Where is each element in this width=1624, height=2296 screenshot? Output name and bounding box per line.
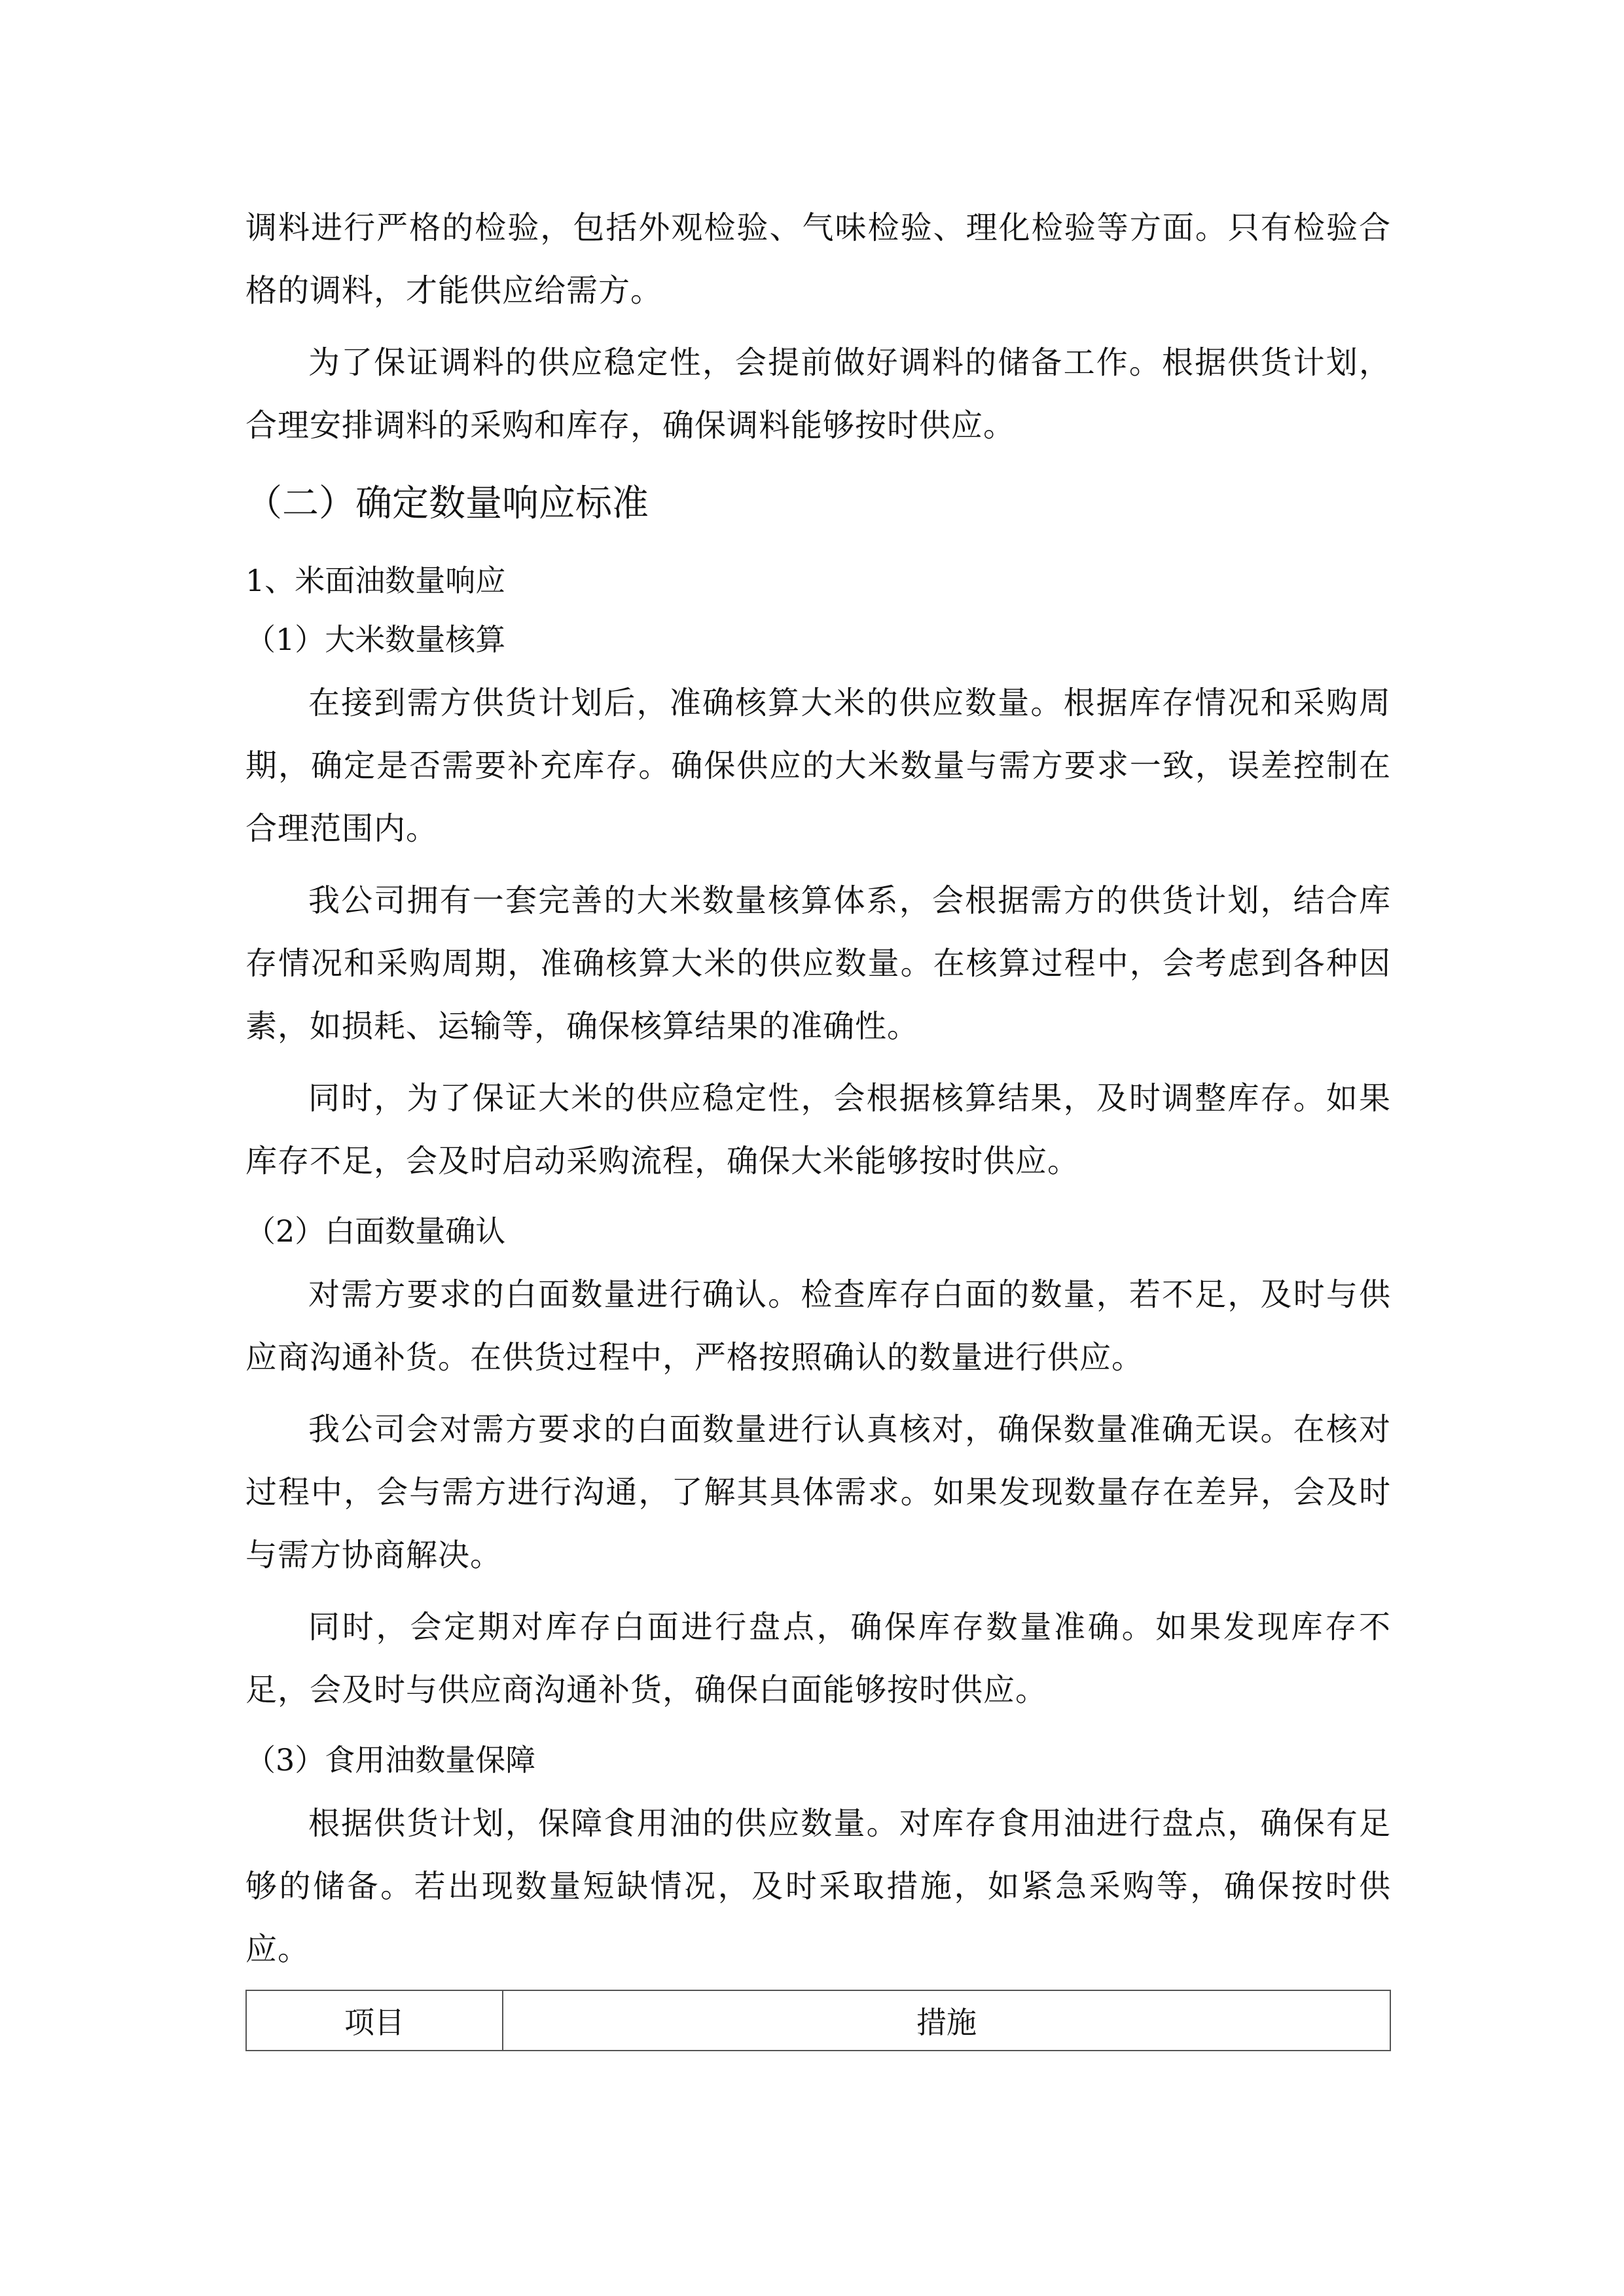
flour-heading: （2）白面数量确认 xyxy=(245,1213,506,1249)
table-header-row xyxy=(246,1990,1390,2051)
paragraph: 为了保证调料的供应稳定性，会提前做好调料的储备工作。根据供货计划，合理安排调料的采购和库存，确保调料能够按时供应。 xyxy=(245,344,1391,444)
paragraph: 在接到需方供货计划后，准确核算大米的供应数量。根据库存情况和采购周期，确定是否需要补充库存。确保供应的大米数量与需方要求一致，误差控制在合理范围内。 xyxy=(245,685,1391,847)
table-header-measure: 措施 xyxy=(503,1990,1390,2051)
paragraph: 调料进行严格的检验，包括外观检验、气味检验、理化检验等方面。只有检验合格的调料，才能供应给需方。 xyxy=(245,209,1391,309)
subsection-heading: 1、米面油数量响应 xyxy=(245,563,506,598)
section-heading: （二）确定数量响应标准 xyxy=(245,482,649,525)
paragraph: 同时，为了保证大米的供应稳定性，会根据核算结果，及时调整库存。如果库存不足，会及时启动采购流程，确保大米能够按时供应。 xyxy=(245,1080,1391,1179)
paragraph: 对需方要求的白面数量进行确认。检查库存白面的数量，若不足，及时与供应商沟通补货。在供货过程中，严格按照确认的数量进行供应。 xyxy=(245,1276,1391,1376)
document-page xyxy=(245,196,1391,2051)
rice-heading: （1）大米数量核算 xyxy=(245,622,506,657)
paragraph: 根据供货计划，保障食用油的供应数量。对库存食用油进行盘点，确保有足够的储备。若出现数量短缺情况，及时采取措施，如紧急采购等，确保按时供应。 xyxy=(245,1805,1391,1967)
paragraph: 同时，会定期对库存白面进行盘点，确保库存数量准确。如果发现库存不足，会及时与供应商沟通补货，确保白面能够按时供应。 xyxy=(245,1609,1391,1708)
oil-heading: （3）食用油数量保障 xyxy=(245,1742,536,1778)
paragraph: 我公司会对需方要求的白面数量进行认真核对，确保数量准确无误。在核对过程中，会与需方进行沟通，了解其具体需求。如果发现数量存在差异，会及时与需方协商解决。 xyxy=(245,1411,1391,1573)
paragraph: 我公司拥有一套完善的大米数量核算体系，会根据需方的供货计划，结合库存情况和采购周期，准确核算大米的供应数量。在核算过程中，会考虑到各种因素，如损耗、运输等，确保核算结果的准确性。 xyxy=(245,882,1391,1045)
measures-table xyxy=(245,1990,1391,2051)
table-header-item: 项目 xyxy=(246,1990,503,2051)
